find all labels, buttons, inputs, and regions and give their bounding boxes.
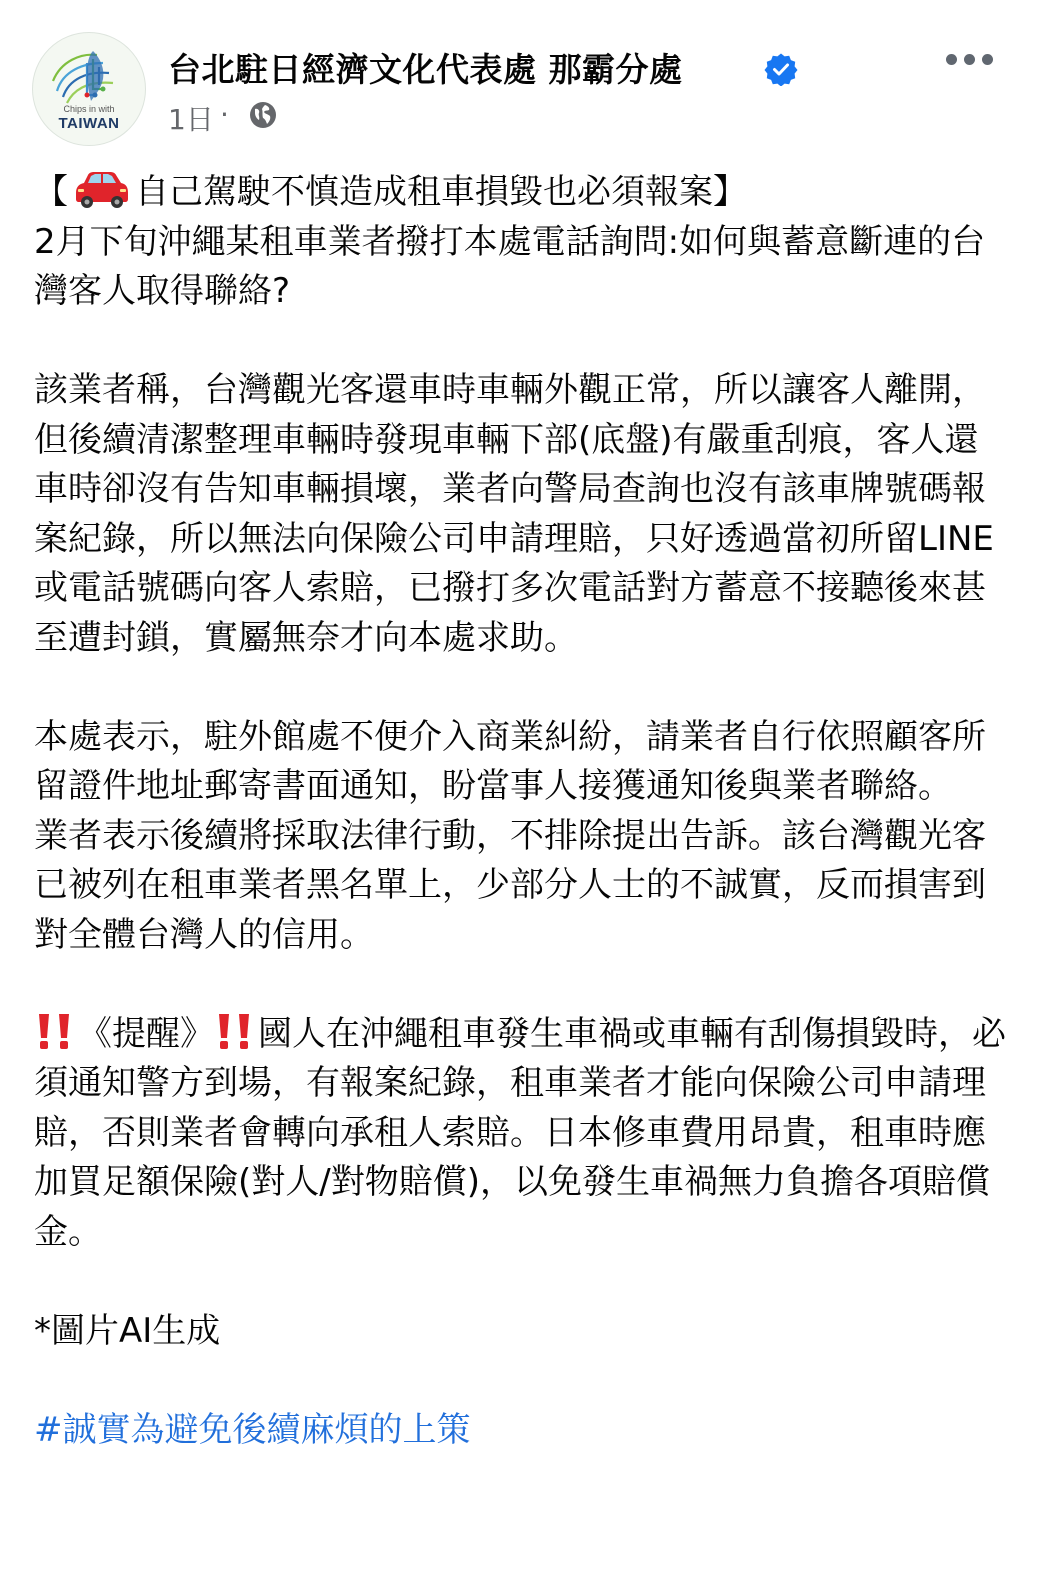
post-body xyxy=(34,168,1009,1455)
reminder-label: 《提醒》 xyxy=(78,1013,214,1054)
double-exclamation-emoji-icon xyxy=(34,1011,78,1051)
post-paragraph: 該業者稱，台灣觀光客還車時車輛外觀正常，所以讓客人離開，但後續清潔整理車輛時發現車輛下部(底盤)有嚴重刮痕，客人還車時卻沒有告知車輛損壞，業者向警局查詢也沒有該車牌號碼報案紀錄，所以無法向保險公司申請理賠，只好透過當初所留LINE或電話號碼向客人索賠，已撥打多次電話對方蓄意不接聽後來甚至遭封鎖，實屬無奈才向本處求助。 xyxy=(34,370,994,658)
verified-badge-icon xyxy=(764,52,798,86)
post-paragraph: 業者表示後續將採取法律行動，不排除提出告訴。該台灣觀光客已被列在租車業者黑名單上，少部分人士的不誠實，反而損害到對全體台灣人的信用。 xyxy=(34,815,986,955)
post-timestamp-link[interactable]: 1日 xyxy=(168,103,214,136)
avatar-taiwan-text: TAIWAN xyxy=(58,115,120,132)
post-paragraph: 2月下旬沖繩某租車業者撥打本處電話詢問:如何與蓄意斷連的台灣客人取得聯絡? xyxy=(34,221,986,311)
avatar-caption: Chips in with xyxy=(63,104,115,114)
post-header xyxy=(0,0,1038,155)
post-title: 【 自己駕駛不慎造成租車損毀也必須報案】 xyxy=(34,168,1009,218)
hashtag-link[interactable]: #誠實為避免後續麻煩的上策 xyxy=(34,1409,471,1450)
page-avatar[interactable] xyxy=(32,32,146,146)
post-paragraph: 本處表示，駐外館處不便介入商業糾紛，請業者自行依照顧客所留證件地址郵寄書面通知，盼當事人接獲通知後與業者聯絡。 xyxy=(34,716,986,806)
ai-image-note: *圖片AI生成 xyxy=(34,1310,221,1351)
more-options-icon xyxy=(982,54,993,65)
meta-separator: · xyxy=(220,98,229,131)
more-options-icon xyxy=(946,54,957,65)
red-car-emoji-icon xyxy=(70,169,132,209)
page-name-link[interactable]: 台北駐日經濟文化代表處 那霸分處 xyxy=(168,50,683,89)
reminder-text: 國人在沖繩租車發生車禍或車輛有刮傷損毀時，必須通知警方到場，有報案紀錄，租車業者才能向保險公司申請理賠，否則業者會轉向承租人索賠。日本修車費用昂貴，租車時應加買足額保險(對人/對物賠償)，以免發生車禍無力負擔各項賠償金。 xyxy=(34,1013,1006,1252)
reminder-paragraph xyxy=(34,1010,1009,1258)
post-title-text: 自己駕駛不慎造成租車損毀也必須報案 xyxy=(135,172,713,212)
more-options-icon xyxy=(964,54,975,65)
double-exclamation-emoji-icon xyxy=(214,1011,258,1051)
globe-icon[interactable] xyxy=(248,100,278,130)
more-options-button[interactable] xyxy=(946,54,994,70)
